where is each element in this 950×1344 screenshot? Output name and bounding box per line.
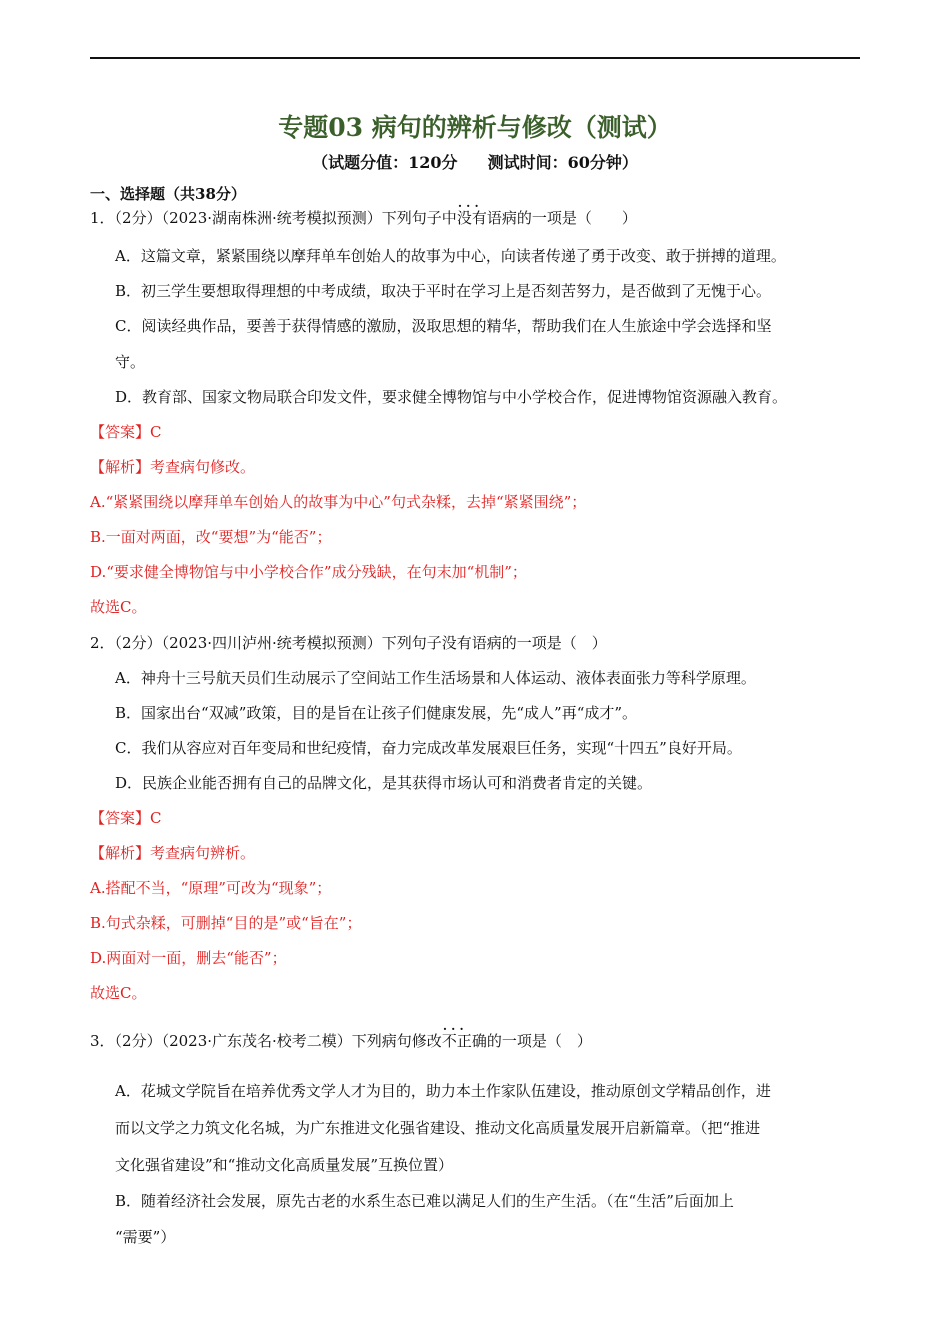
q3-option-b-cont: “需要”） (115, 1228, 176, 1246)
answer-value: C (150, 809, 162, 827)
q1-analysis-a: A.“紧紧围绕以摩拜单车创始人的故事为中心”句式杂糅，去掉“紧紧围绕”； (90, 493, 587, 511)
q1-answer (90, 422, 162, 442)
q3-option-a-cont1: 而以文学之力筑文化名城，为广东推进文化强省建设、推动文化高质量发展开启新篇章。（把“推进 (115, 1119, 761, 1137)
analysis-tag: 【解析】 (90, 844, 151, 862)
q1-analysis-b: B.一面对两面，改“要想”为“能否”； (90, 528, 332, 546)
q1-analysis-d: D.“要求健全博物馆与中小学校合作”成分残缺，在句末加“机制”； (90, 563, 527, 581)
q2-answer (90, 808, 162, 828)
q2-stem: 2．（2分）（2023·四川泸州·统考模拟预测）下列句子没有语病的一项是（ ） (90, 634, 607, 652)
emphasis-text: · · · 不正确 (442, 1032, 487, 1050)
answer-tag: 【答案】 (90, 423, 151, 441)
q3-stem: 3．（2分）（2023·广东茂名·校考二模）下列病句修改· · · 不正确的一项是（ ） (90, 1031, 592, 1051)
q3-option-a: A．花城文学院旨在培养优秀文学人才为目的，助力本土作家队伍建设，推动原创文学精品创作，进 (115, 1082, 771, 1100)
header-rule (90, 57, 860, 59)
q2-option-a: A．神舟十三号航天员们生动展示了空间站工作生活场景和人体运动、液体表面张力等科学原理。 (115, 669, 756, 687)
section-heading: 一、选择题（共38分） (90, 185, 246, 203)
q1-option-a: A．这篇文章，紧紧围绕以摩拜单车创始人的故事为中心，向读者传递了勇于改变、敢于拼搏的道理。 (115, 247, 786, 265)
q2-option-b: B．国家出台“双减”政策，目的是旨在让孩子们健康发展，先“成人”再“成才”。 (115, 704, 638, 722)
q1-stem: 1．（2分）（2023·湖南株洲·统考模拟预测）下列句子中· · · 没有语病的一项是（ ） (90, 208, 637, 228)
emphasis-text: · · · 没有 (457, 209, 487, 227)
page-subtitle (0, 150, 950, 173)
q2-analysis (90, 843, 255, 863)
q1-option-c: C．阅读经典作品，要善于获得情感的激励，汲取思想的精华，帮助我们在人生旅途中学会选择和坚 (115, 317, 772, 335)
score-info: （试题分值：120分 (312, 153, 458, 172)
page-title: 专题03 病句的辨析与修改（测试） (278, 113, 672, 142)
q2-option-d: D．民族企业能否拥有自己的品牌文化，是其获得市场认可和消费者肯定的关键。 (115, 774, 653, 792)
q2-conclusion: 故选C。 (90, 984, 147, 1002)
time-info: 测试时间：60分钟） (487, 153, 638, 172)
q3-option-b: B．随着经济社会发展，原先古老的水系生态已难以满足人们的生产生活。（在“生活”后面加上 (115, 1192, 734, 1210)
answer-tag: 【答案】 (90, 809, 151, 827)
q2-analysis-d: D.两面对一面，删去“能否”； (90, 949, 287, 967)
analysis-text: 考查病句辨析。 (150, 844, 256, 862)
q1-option-c-cont: 守。 (115, 353, 146, 371)
q3-option-a-cont2: 文化强省建设”和“推动文化高质量发展”互换位置） (115, 1156, 454, 1174)
q2-option-c: C．我们从容应对百年变局和世纪疫情，奋力完成改革发展艰巨任务，实现“十四五”良好开局。 (115, 739, 742, 757)
q2-analysis-b: B.句式杂糅，可删掉“目的是”或“旨在”； (90, 914, 362, 932)
analysis-text: 考查病句修改。 (150, 458, 256, 476)
answer-value: C (150, 423, 162, 441)
q1-option-b: B．初三学生要想取得理想的中考成绩，取决于平时在学习上是否刻苦努力，是否做到了无愧于心。 (115, 282, 772, 300)
q1-option-d: D．教育部、国家文物局联合印发文件，要求健全博物馆与中小学校合作，促进博物馆资源融入教育。 (115, 388, 788, 406)
q1-conclusion: 故选C。 (90, 598, 147, 616)
q1-analysis (90, 457, 255, 477)
analysis-tag: 【解析】 (90, 458, 151, 476)
q2-analysis-a: A.搭配不当，“原理”可改为“现象”； (90, 879, 332, 897)
